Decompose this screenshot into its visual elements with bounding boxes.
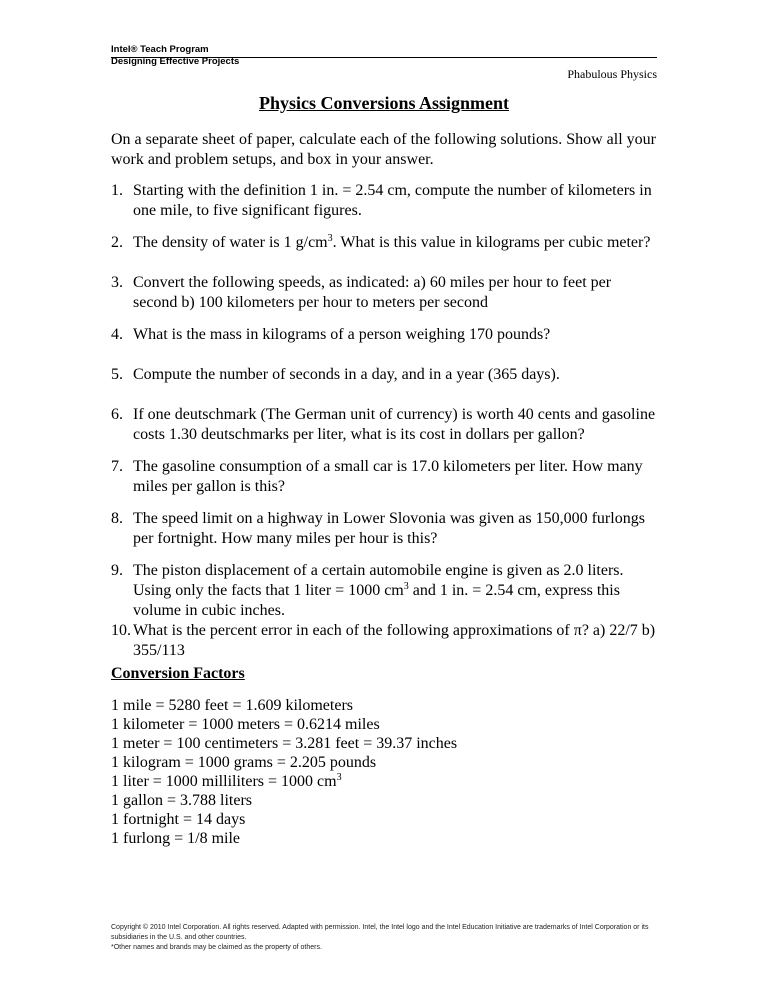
question-number: 5. <box>111 366 123 383</box>
conversion-factor: 1 kilometer = 1000 meters = 0.6214 miles <box>111 716 380 733</box>
question-10 <box>111 621 657 661</box>
question-number: 1. <box>111 182 123 199</box>
conversion-factor: 1 liter = 1000 milliliters = 1000 $cm^3$ <box>111 772 342 790</box>
question-number: 10. <box>111 622 131 639</box>
conversion-factors-heading: Conversion Factors <box>111 665 245 682</box>
question-2 <box>111 233 657 253</box>
header-line-1: Intel® Teach Program <box>111 44 209 55</box>
trademark-note: *Other names and brands may be claimed as the property of others. <box>111 944 322 951</box>
question-5 <box>111 365 657 385</box>
question-text: The density of water is 1 $g/cm^3$. What is this value in kilograms per cubic meter? <box>133 233 651 251</box>
question-number: 3. <box>111 274 123 291</box>
conversion-factor: 1 meter = 100 centimeters = 3.281 feet = 39.37 inches <box>111 735 458 752</box>
question-text: The piston displacement of a certain automobile engine is given as 2.0 liters. Using only the facts that 1 liter = 1000 $cm^3$ and 1 in. = 2.54 cm, express this volume in cubic inches. <box>133 562 624 619</box>
question-4 <box>111 325 657 345</box>
question-text: Starting with the definition 1 in. = 2.54 cm, compute the number of kilometers in one mile, to five significant figures. <box>133 182 652 219</box>
question-8 <box>111 509 657 549</box>
question-9 <box>111 561 657 621</box>
superscript: 3 <box>403 581 409 592</box>
question-number: 6. <box>111 406 123 423</box>
header-program <box>111 44 239 68</box>
course-name: Phabulous Physics <box>567 67 657 81</box>
copyright-footer <box>111 923 657 953</box>
question-number: 9. <box>111 562 123 579</box>
copyright-text: Copyright © 2010 Intel Corporation. All rights reserved. Adapted with permission. Intel, the Intel logo and the Intel Education Initiative are trademarks of Intel Corporation or its subsidiaries in the U.S. and other countries. <box>111 924 649 941</box>
question-number: 8. <box>111 510 123 527</box>
question-6 <box>111 405 657 445</box>
question-text: What is the percent error in each of the following approximations of π? a) 22/7 b) 355/113 <box>133 622 656 659</box>
question-3 <box>111 273 657 313</box>
instructions: On a separate sheet of paper, calculate each of the following solutions. Show all your work and problem setups, and box in your answer. <box>111 131 656 168</box>
conversion-factor: 1 furlong = 1/8 mile <box>111 830 241 847</box>
conversion-factors-list <box>111 696 657 848</box>
question-text: Compute the number of seconds in a day, and in a year (365 days). <box>133 366 560 383</box>
conversion-factor: 1 fortnight = 14 days <box>111 811 246 828</box>
question-7 <box>111 457 657 497</box>
superscript: 3 <box>327 233 333 244</box>
question-number: 4. <box>111 326 123 343</box>
conversion-factor: 1 kilogram = 1000 grams = 2.205 pounds <box>111 754 377 771</box>
question-text: Convert the following speeds, as indicated: a) 60 miles per hour to feet per second b) 100 kilometers per hour to meters per second <box>133 274 612 311</box>
question-text: The speed limit on a highway in Lower Slovonia was given as 150,000 furlongs per fortnight. How many miles per hour is this? <box>133 510 645 547</box>
superscript: 3 <box>336 772 342 783</box>
header-line-2: Designing Effective Projects <box>111 56 240 67</box>
conversion-factor: 1 gallon = 3.788 liters <box>111 792 253 809</box>
question-text: The gasoline consumption of a small car is 17.0 kilometers per liter. How many miles per gallon is this? <box>133 458 643 495</box>
header-divider <box>111 57 657 58</box>
conversion-factor: 1 mile = 5280 feet = 1.609 kilometers <box>111 697 353 714</box>
question-text: If one deutschmark (The German unit of currency) is worth 40 cents and gasoline costs 1.30 deutschmarks per liter, what is its cost in dollars per gallon? <box>133 406 656 443</box>
question-number: 7. <box>111 458 123 475</box>
question-1 <box>111 181 657 221</box>
page-title: Physics Conversions Assignment <box>258 93 510 113</box>
question-text: What is the mass in kilograms of a person weighing 170 pounds? <box>133 326 551 343</box>
question-number: 2. <box>111 234 123 251</box>
